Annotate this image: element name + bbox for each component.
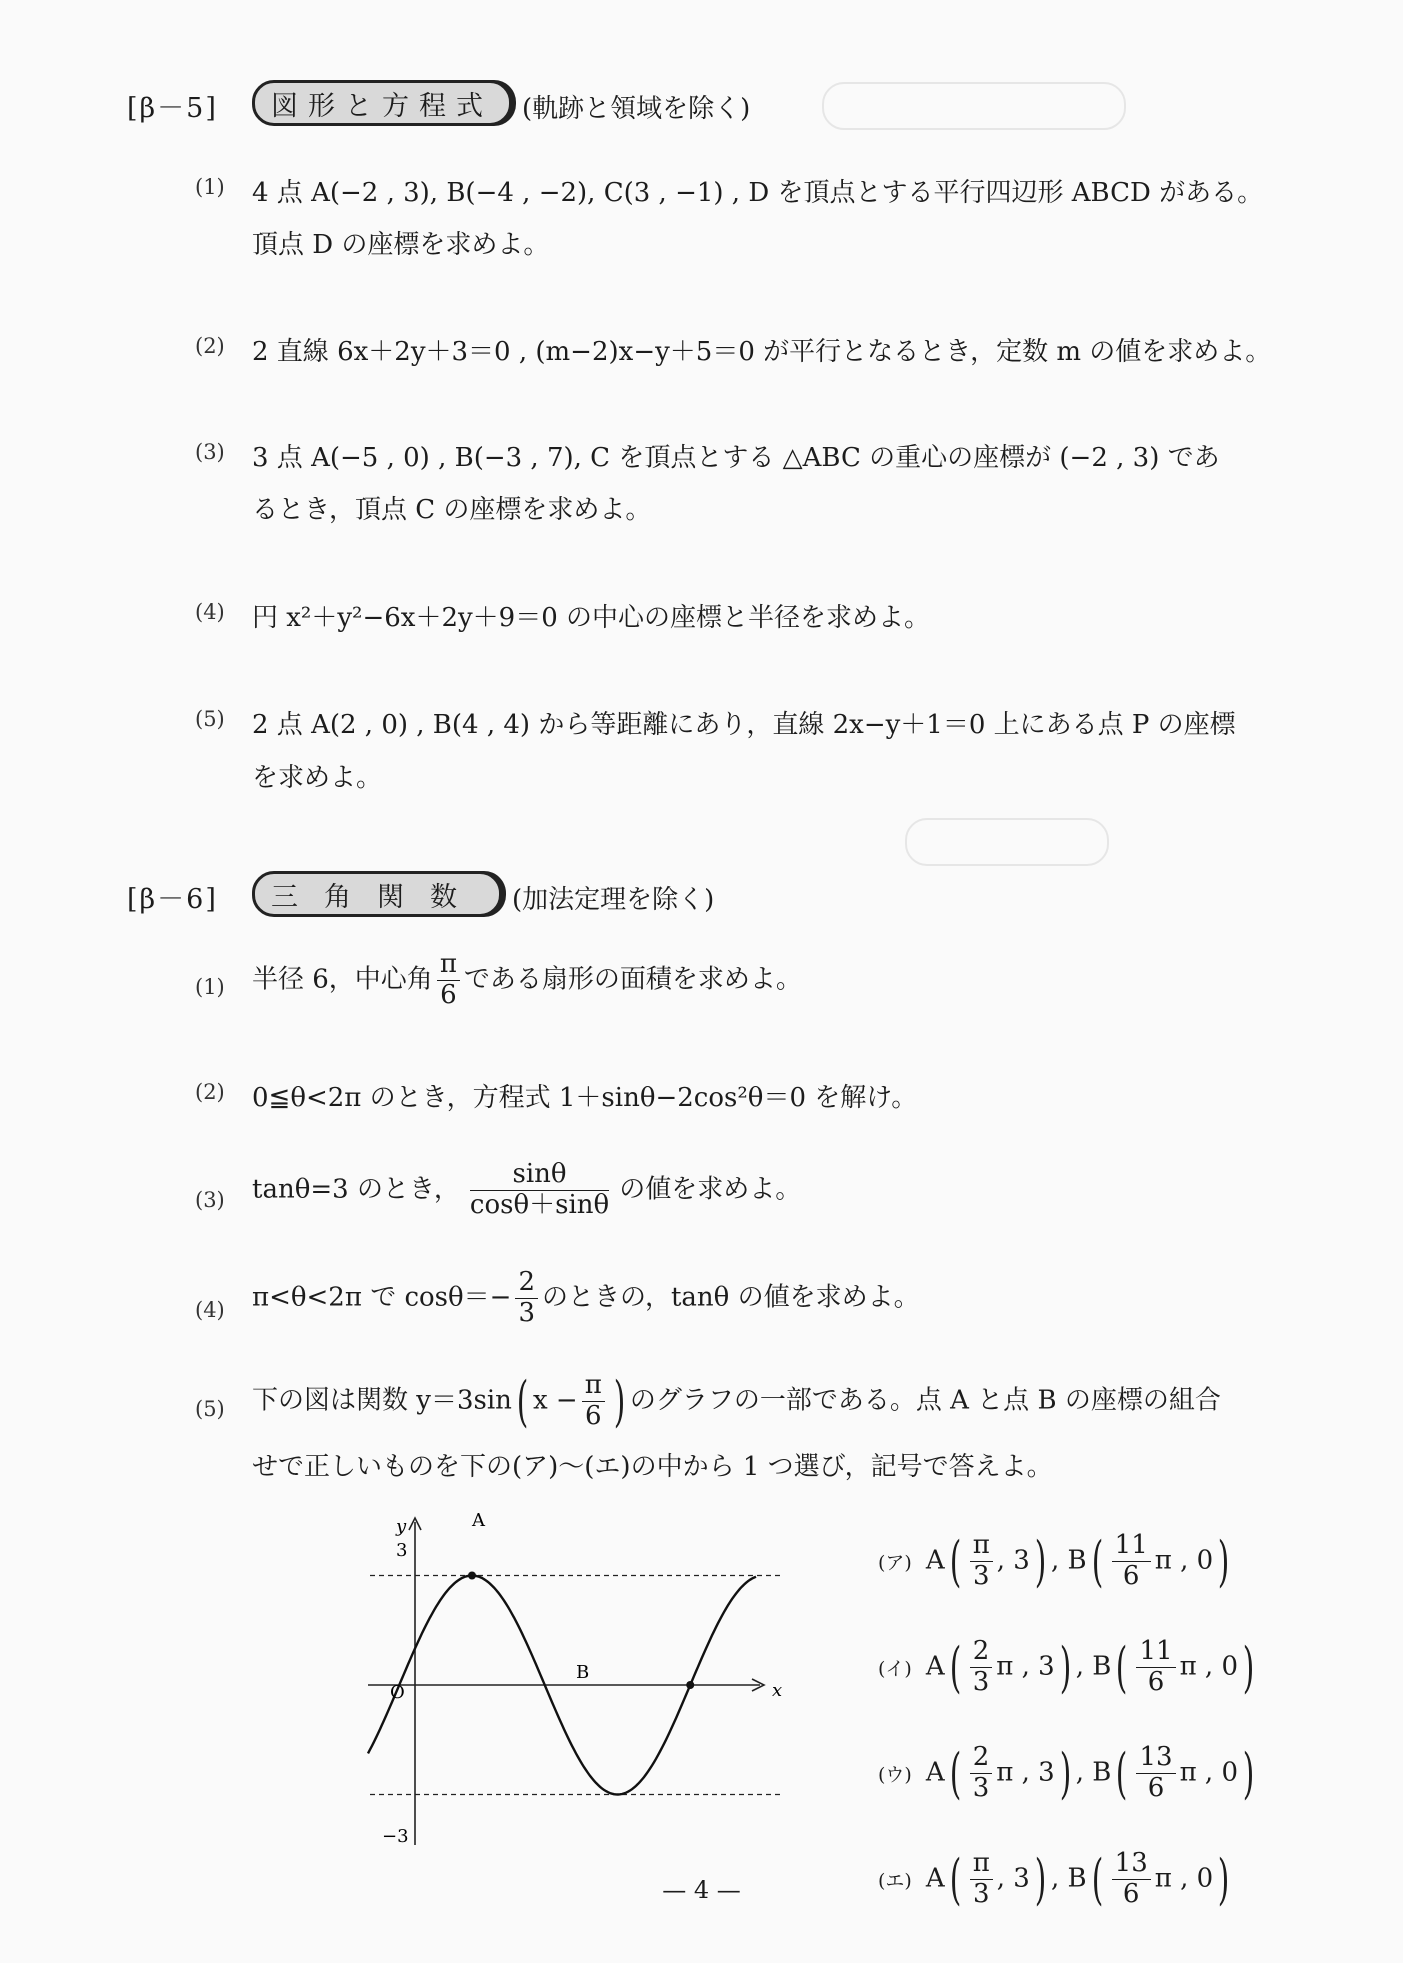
question-number: (3)	[195, 1188, 225, 1212]
question-text: tanθ=3 のとき， $\frac{\sin\theta}{\cos\theta+\sin\theta}$ の値を求めよ。	[252, 1159, 802, 1220]
point-a-label: A	[472, 1510, 485, 1531]
question-text: π<θ<2π で cosθ＝− $\frac{2}{3}$ のときの，tanθ の値を求めよ。	[252, 1267, 920, 1328]
section-title-badge: 図形と方程式	[252, 80, 512, 126]
question-text: 3 点 A(−5 , 0) , B(−3 , 7), C を頂点とする △ABC の重心の座標が (−2 , 3) であ	[252, 443, 1220, 473]
question-text: 半径 6，中心角 $\frac{\pi}{6}$ である扇形の面積を求めよ。	[252, 949, 802, 1010]
answer-choice: (ア) A( $\frac{\pi}{3}$ , 3) , B( $\frac{11}{6}$ π , 0)	[878, 1530, 1230, 1593]
point-b-marker	[686, 1681, 694, 1689]
question-text: 0≦θ<2π のとき，方程式 1＋sinθ−2cos²θ＝0 を解け。	[252, 1083, 918, 1113]
question-number: (1)	[195, 175, 225, 199]
question-number: (5)	[195, 1397, 225, 1421]
question-text: 下の図は関数 y＝3sin( x − $\frac{\pi}{6}$ ) のグラフの一部である。点 A と点 B の座標の組合	[252, 1370, 1221, 1433]
question-number: (4)	[195, 600, 225, 624]
question-number: (4)	[195, 1298, 225, 1322]
section-note: (軌跡と領域を除く)	[522, 94, 751, 124]
section-label: [β－6]	[127, 884, 218, 915]
tick-label-positive: 3	[396, 1540, 408, 1561]
answer-choice: (ウ) A( $\frac{2}{3}$ π , 3) , B( $\frac{13}{6}$ π , 0)	[878, 1742, 1255, 1805]
page-number: — 4 —	[662, 1876, 741, 1904]
tick-label-negative: −3	[382, 1826, 409, 1847]
point-b-label: B	[576, 1662, 590, 1683]
question-number: (2)	[195, 1080, 225, 1104]
bleed-through-badge	[822, 82, 1126, 130]
bleed-through-badge	[905, 818, 1109, 866]
y-axis-label: y	[396, 1516, 407, 1537]
question-text: 2 直線 6x＋2y＋3＝0 , (m−2)x−y＋5＝0 が平行となるとき，定数 m の値を求めよ。	[252, 337, 1272, 367]
section-title-badge: 三角関数	[252, 871, 502, 917]
question-text: 円 x²＋y²−6x＋2y＋9＝0 の中心の座標と半径を求めよ。	[252, 603, 931, 633]
question-number: (1)	[195, 975, 225, 999]
question-text: を求めよ。	[252, 763, 383, 793]
origin-label: O	[390, 1682, 405, 1703]
question-text: るとき，頂点 C の座標を求めよ。	[252, 495, 652, 525]
question-number: (5)	[195, 707, 225, 731]
question-text: せで正しいものを下の(ア)～(エ)の中から 1 つ選び，記号で答えよ。	[252, 1452, 1053, 1482]
section-note: (加法定理を除く)	[512, 885, 715, 915]
fraction: $\frac{2}{3}$	[515, 1268, 538, 1329]
answer-choice: (イ) A( $\frac{2}{3}$ π , 3) , B( $\frac{11}{6}$ π , 0)	[878, 1636, 1255, 1699]
question-number: (2)	[195, 334, 225, 358]
question-number: (3)	[195, 440, 225, 464]
sine-graph	[360, 1510, 790, 1850]
answer-choice: (エ) A( $\frac{\pi}{3}$ , 3) , B( $\frac{13}{6}$ π , 0)	[878, 1848, 1230, 1911]
x-axis-label: x	[772, 1680, 783, 1701]
fraction: $\frac{\pi}{6}$	[582, 1371, 605, 1432]
fraction: $\frac{\sin\theta}{\cos\theta+\sin\theta}$	[469, 1159, 610, 1220]
fraction: $\frac{\pi}{6}$	[437, 950, 460, 1011]
question-text: 2 点 A(2 , 0) , B(4 , 4) から等距離にあり，直線 2x−y＋1＝0 上にある点 P の座標	[252, 710, 1236, 740]
section-label: [β－5]	[127, 93, 218, 124]
question-text: 4 点 A(−2 , 3), B(−4 , −2), C(3 , −1) , D を頂点とする平行四辺形 ABCD がある。	[252, 178, 1264, 208]
point-a-marker	[468, 1572, 476, 1580]
question-text: 頂点 D の座標を求めよ。	[252, 230, 550, 260]
